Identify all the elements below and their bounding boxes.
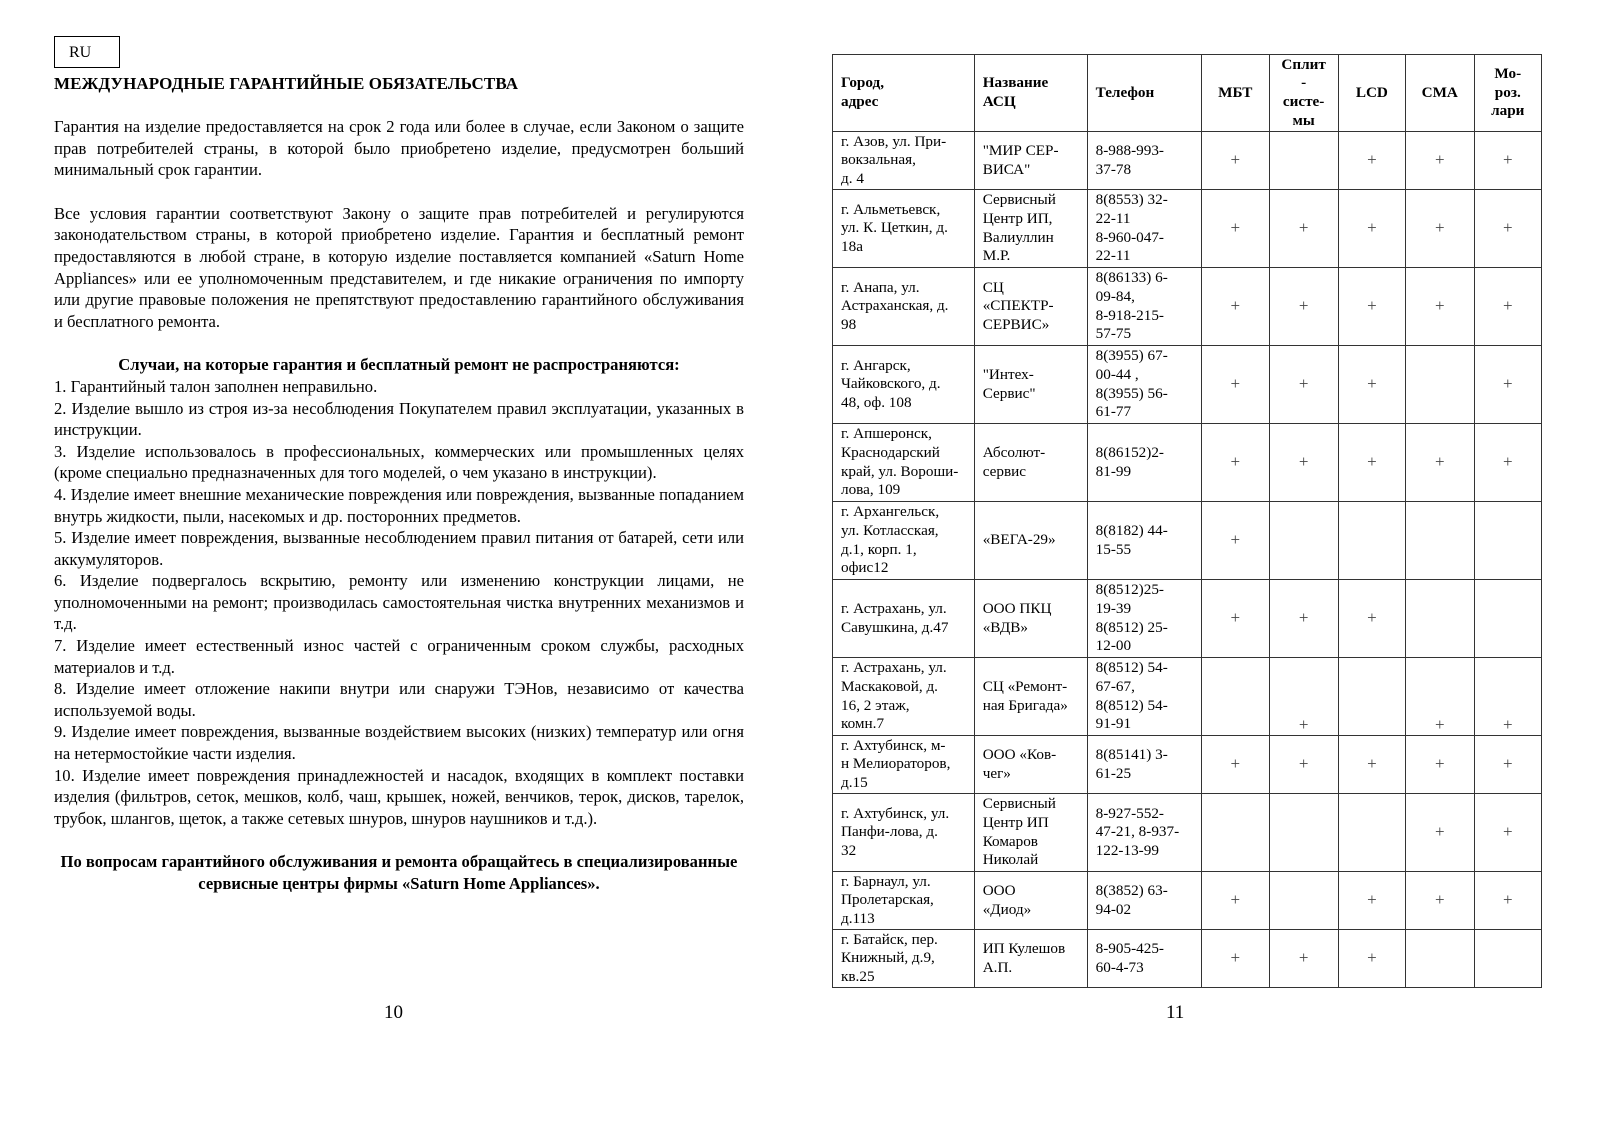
cell-freezer-mark	[1474, 132, 1541, 190]
cell-name	[974, 930, 1087, 988]
plus-mark: +	[1367, 754, 1377, 774]
cell-lcd-mark	[1338, 930, 1405, 988]
cell-freezer-mark	[1474, 930, 1541, 988]
cell-city	[833, 502, 975, 580]
exclusion-item: 7. Изделие имеет естественный износ частей с ограниченным сроком службы, расходных материалов и т.д.	[54, 636, 744, 677]
plus-mark: +	[1502, 890, 1513, 910]
plus-mark: +	[1367, 452, 1377, 472]
cell-sma-mark	[1406, 132, 1475, 190]
table-row	[833, 580, 1542, 658]
cell-phone	[1087, 346, 1201, 424]
cell-phone	[1087, 658, 1201, 736]
plus-mark: +	[1434, 296, 1445, 316]
cell-split-mark	[1269, 736, 1338, 794]
plus-mark: +	[1434, 754, 1445, 774]
cell-lcd-mark	[1338, 580, 1405, 658]
cell-freezer-mark	[1474, 268, 1541, 346]
exclusion-item: 3. Изделие использовалось в профессиональных, коммерческих или промышленных целях (кроме специально предназначенных для того моделей, о чем указано в инструкции).	[54, 441, 744, 483]
cell-city-text: г. Ахтубинск, м- н Мелиораторов, д.15	[841, 736, 951, 791]
cell-phone-text: 8(3852) 63- 94-02	[1095, 881, 1168, 918]
plus-mark: +	[1434, 890, 1445, 910]
cell-mbt-mark	[1202, 930, 1269, 988]
page-number-right: 11	[1166, 1002, 1185, 1023]
cell-mbt-mark	[1202, 346, 1269, 424]
header-split: Сплит - систе- мы	[1269, 55, 1338, 132]
cell-name-text: Абсолют- сервис	[982, 443, 1046, 480]
plus-mark: +	[1502, 822, 1513, 842]
cell-split-mark	[1269, 658, 1338, 736]
cell-city-text: г. Ахтубинск, ул. Панфи-лова, д. 32	[841, 804, 950, 859]
service-centers-table	[832, 54, 1542, 988]
exclusion-item: 4. Изделие имеет внешние механические повреждения или повреждения, вызванные попаданием внутрь жидкости, пыли, насекомых и др. посторонних предметов.	[54, 484, 744, 526]
plus-mark: +	[1367, 948, 1377, 968]
cell-mbt-mark	[1202, 190, 1269, 268]
cell-city-text: г. Альметьевск, ул. К. Цеткин, д. 18а	[841, 200, 948, 255]
header-freezer: Мо- роз. лари	[1474, 55, 1541, 132]
cell-city	[833, 794, 975, 872]
cell-name	[974, 736, 1087, 794]
table-row	[833, 190, 1542, 268]
plus-mark: +	[1502, 150, 1513, 170]
cell-phone	[1087, 268, 1201, 346]
cell-phone	[1087, 132, 1201, 190]
cell-phone-text: 8-927-552- 47-21, 8-937- 122-13-99	[1095, 804, 1180, 859]
plus-mark: +	[1502, 374, 1513, 394]
exclusions-list	[54, 376, 744, 829]
cell-sma-mark	[1406, 580, 1475, 658]
cell-name	[974, 346, 1087, 424]
exclusion-item: 10. Изделие имеет повреждения принадлежностей и насадок, входящих в комплект поставки изделия (фильтров, сеток, мешков, колб, чаш, крышек, ножей, венчиков, терок, дисков, тарелок, трубок, шлангов, щеток, а также сетевых шнуров, шнуров наушников и т.д.).	[54, 765, 744, 828]
table-row	[833, 930, 1542, 988]
cell-phone	[1087, 794, 1201, 872]
exclusion-item: 9. Изделие имеет повреждения, вызванные воздействием высоких (низких) температур или огня на нетермостойкие части изделия.	[54, 722, 744, 764]
plus-mark: +	[1502, 296, 1513, 316]
cell-phone	[1087, 872, 1201, 930]
cell-phone-text: 8-905-425- 60-4-73	[1095, 939, 1164, 976]
cell-city-text: г. Ангарск, Чайковского, д. 48, оф. 108	[841, 356, 941, 411]
cell-city	[833, 346, 975, 424]
cell-phone-text: 8(8512)25- 19-39 8(8512) 25- 12-00	[1095, 581, 1168, 655]
cell-mbt-mark	[1202, 872, 1269, 930]
plus-mark: +	[1298, 715, 1309, 735]
page-number-left: 10	[384, 1002, 403, 1023]
plus-mark: +	[1230, 452, 1241, 472]
cell-phone-text: 8(8553) 32- 22-11 8-960-047- 22-11	[1095, 191, 1168, 265]
plus-mark: +	[1434, 218, 1445, 238]
cell-split-mark	[1269, 268, 1338, 346]
cell-name	[974, 424, 1087, 502]
cell-lcd-mark	[1338, 424, 1405, 502]
cell-phone-text: 8-988-993- 37-78	[1095, 141, 1164, 178]
cell-sma-mark	[1406, 268, 1475, 346]
plus-mark: +	[1434, 822, 1445, 842]
cell-sma-mark	[1406, 190, 1475, 268]
cell-name	[974, 658, 1087, 736]
cell-name-text: «ВЕГА-29»	[982, 531, 1056, 549]
cell-city-text: г. Апшеронск, Краснодарский край, ул. Вороши- лова, 109	[841, 425, 959, 499]
plus-mark: +	[1502, 715, 1513, 735]
plus-mark: +	[1367, 608, 1377, 628]
cell-split-mark	[1269, 502, 1338, 580]
cell-mbt-mark	[1202, 794, 1269, 872]
cell-city-text: г. Азов, ул. При- вокзальная, д. 4	[841, 132, 947, 187]
cell-phone	[1087, 190, 1201, 268]
cell-city-text: г. Архангельск, ул. Котласская, д.1, корп. 1, офис12	[841, 503, 940, 577]
cell-mbt-mark	[1202, 580, 1269, 658]
cell-lcd-mark	[1338, 794, 1405, 872]
cell-split-mark	[1269, 794, 1338, 872]
cell-name	[974, 132, 1087, 190]
cell-freezer-mark	[1474, 190, 1541, 268]
plus-mark: +	[1230, 218, 1241, 238]
header-mbt: МБТ	[1202, 55, 1269, 132]
cell-name	[974, 794, 1087, 872]
left-page	[54, 36, 744, 895]
service-contact-note: По вопросам гарантийного обслуживания и ремонта обращайтесь в специализированные сервисные центры фирмы «Saturn Home Appliances».	[60, 852, 738, 893]
cell-lcd-mark	[1338, 872, 1405, 930]
cell-split-mark	[1269, 930, 1338, 988]
cell-name-text: ИП Кулешов А.П.	[982, 939, 1066, 976]
cell-name-text: ООО «Ков- чег»	[982, 745, 1057, 782]
cell-name	[974, 580, 1087, 658]
cell-name-text: СЦ «СПЕКТР- СЕРВИС»	[982, 278, 1054, 333]
plus-mark: +	[1230, 150, 1241, 170]
cell-freezer-mark	[1474, 658, 1541, 736]
cell-freezer-mark	[1474, 580, 1541, 658]
cell-name-text: "МИР СЕР- ВИСА"	[982, 141, 1059, 178]
cell-lcd-mark	[1338, 190, 1405, 268]
cell-city	[833, 580, 975, 658]
plus-mark: +	[1502, 754, 1513, 774]
table-row	[833, 424, 1542, 502]
plus-mark: +	[1434, 452, 1445, 472]
cell-freezer-mark	[1474, 736, 1541, 794]
cell-phone-text: 8(8512) 54- 67-67, 8(8512) 54- 91-91	[1095, 659, 1168, 733]
cell-mbt-mark	[1202, 736, 1269, 794]
plus-mark: +	[1434, 150, 1445, 170]
cell-phone-text: 8(85141) 3- 61-25	[1095, 745, 1168, 782]
cell-city-text: г. Астрахань, ул. Савушкина, д.47	[841, 599, 949, 636]
cell-city-text: г. Батайск, пер. Книжный, д.9, кв.25	[841, 930, 938, 985]
cell-sma-mark	[1406, 872, 1475, 930]
cell-city	[833, 268, 975, 346]
exclusion-item: 6. Изделие подвергалось вскрытию, ремонту или изменению конструкции лицами, не уполномоченными на ремонт; производилась самостоятельная чистка внутренних механизмов и т.д.	[54, 571, 744, 634]
cell-city	[833, 132, 975, 190]
plus-mark: +	[1298, 374, 1309, 394]
cell-name-text: Сервисный Центр ИП, Валиуллин М.Р.	[982, 191, 1056, 265]
cell-name	[974, 190, 1087, 268]
cell-split-mark	[1269, 872, 1338, 930]
header-name: Название АСЦ	[974, 55, 1087, 132]
plus-mark: +	[1230, 608, 1241, 628]
exclusion-item: 8. Изделие имеет отложение накипи внутри или снаружи ТЭНов, независимо от качества используемой воды.	[54, 679, 744, 720]
cell-phone	[1087, 736, 1201, 794]
cell-name	[974, 268, 1087, 346]
plus-mark: +	[1298, 754, 1309, 774]
plus-mark: +	[1367, 296, 1377, 316]
cell-name-text: "Интех- Сервис"	[982, 365, 1036, 402]
exclusion-item: 2. Изделие вышло из строя из-за несоблюдения Покупателем правил эксплуатации, указанных в инструкции.	[54, 398, 744, 440]
table-header-row	[833, 55, 1542, 132]
cell-city-text: г. Астрахань, ул. Маскаковой, д. 16, 2 этаж, комн.7	[841, 659, 947, 733]
plus-mark: +	[1367, 374, 1377, 394]
cell-city-text: г. Барнаул, ул. Пролетарская, д.113	[841, 872, 934, 927]
cell-lcd-mark	[1338, 268, 1405, 346]
cell-phone	[1087, 580, 1201, 658]
plus-mark: +	[1298, 608, 1309, 628]
plus-mark: +	[1230, 374, 1241, 394]
header-phone: Телефон	[1087, 55, 1201, 132]
cell-mbt-mark	[1202, 268, 1269, 346]
cell-split-mark	[1269, 580, 1338, 658]
cell-phone-text: 8(8182) 44- 15-55	[1095, 521, 1168, 558]
exclusion-item: 1. Гарантийный талон заполнен неправильно.	[54, 376, 378, 396]
cell-freezer-mark	[1474, 502, 1541, 580]
plus-mark: +	[1230, 890, 1241, 910]
cell-name-text: СЦ «Ремонт- ная Бригада»	[982, 677, 1068, 714]
cell-phone	[1087, 930, 1201, 988]
cell-mbt-mark	[1202, 424, 1269, 502]
cell-phone	[1087, 424, 1201, 502]
plus-mark: +	[1298, 218, 1309, 238]
cell-city	[833, 930, 975, 988]
cell-sma-mark	[1406, 658, 1475, 736]
cell-city	[833, 424, 975, 502]
cell-phone-text: 8(86133) 6- 09-84, 8-918-215- 57-75	[1095, 269, 1168, 343]
cell-split-mark	[1269, 424, 1338, 502]
language-badge: RU	[54, 36, 120, 68]
table-row	[833, 736, 1542, 794]
cell-mbt-mark	[1202, 502, 1269, 580]
warranty-conditions-paragraph: Все условия гарантии соответствуют Закону о защите прав потребителей и регулируются законодательством страны, в которой приобретено изделие. Гарантия и бесплатный ремонт предоставляются в любой стране, в которую изделие поставляется компанией «Saturn Home Appliances» или ее уполномоченным представителем, и где никакие ограничения по импорту или другие правовые положения не препятствуют предоставлению гарантийного обслуживания и бесплатного ремонта.	[54, 203, 744, 331]
table-row	[833, 268, 1542, 346]
plus-mark: +	[1298, 296, 1309, 316]
table-row	[833, 346, 1542, 424]
cell-sma-mark	[1406, 502, 1475, 580]
cell-freezer-mark	[1474, 872, 1541, 930]
cell-freezer-mark	[1474, 794, 1541, 872]
plus-mark: +	[1230, 530, 1241, 550]
page-title: МЕЖДУНАРОДНЫЕ ГАРАНТИЙНЫЕ ОБЯЗАТЕЛЬСТВА	[54, 74, 519, 93]
cell-lcd-mark	[1338, 346, 1405, 424]
table-row	[833, 132, 1542, 190]
cell-sma-mark	[1406, 346, 1475, 424]
plus-mark: +	[1502, 452, 1513, 472]
cell-lcd-mark	[1338, 132, 1405, 190]
cell-phone	[1087, 502, 1201, 580]
cell-city-text: г. Анапа, ул. Астраханская, д. 98	[841, 278, 949, 333]
cell-split-mark	[1269, 132, 1338, 190]
exclusion-item: 5. Изделие имеет повреждения, вызванные несоблюдением правил питания от батарей, сети или аккумуляторов.	[54, 528, 744, 569]
cell-lcd-mark	[1338, 502, 1405, 580]
cell-name-text: ООО ПКЦ «ВДВ»	[982, 599, 1052, 636]
header-city: Город, адрес	[833, 55, 975, 132]
cell-name	[974, 502, 1087, 580]
cell-freezer-mark	[1474, 346, 1541, 424]
cell-name	[974, 872, 1087, 930]
cell-sma-mark	[1406, 736, 1475, 794]
cell-split-mark	[1269, 190, 1338, 268]
cell-sma-mark	[1406, 794, 1475, 872]
exclusions-heading: Случаи, на которые гарантия и бесплатный ремонт не распространяются:	[118, 355, 680, 375]
table-row	[833, 658, 1542, 736]
table-row	[833, 502, 1542, 580]
plus-mark: +	[1298, 452, 1309, 472]
cell-phone-text: 8(3955) 67- 00-44 , 8(3955) 56- 61-77	[1095, 347, 1168, 421]
header-sma: СМА	[1406, 55, 1475, 132]
plus-mark: +	[1367, 890, 1377, 910]
plus-mark: +	[1230, 296, 1241, 316]
cell-city	[833, 872, 975, 930]
warranty-term-paragraph: Гарантия на изделие предоставляется на срок 2 года или более в случае, если Законом о защите прав потребителей страны, в которой было приобретено изделие, предусмотрен больший минимальный срок гарантии.	[54, 117, 744, 180]
cell-city	[833, 190, 975, 268]
plus-mark: +	[1367, 218, 1377, 238]
cell-phone-text: 8(86152)2- 81-99	[1095, 443, 1164, 480]
cell-freezer-mark	[1474, 424, 1541, 502]
cell-sma-mark	[1406, 930, 1475, 988]
cell-lcd-mark	[1338, 736, 1405, 794]
table-row	[833, 794, 1542, 872]
cell-mbt-mark	[1202, 658, 1269, 736]
plus-mark: +	[1502, 218, 1513, 238]
cell-name-text: Сервисный Центр ИП Комаров Николай	[982, 795, 1056, 869]
plus-mark: +	[1230, 754, 1241, 774]
plus-mark: +	[1230, 948, 1241, 968]
cell-city	[833, 658, 975, 736]
plus-mark: +	[1298, 948, 1309, 968]
cell-mbt-mark	[1202, 132, 1269, 190]
table-row	[833, 872, 1542, 930]
plus-mark: +	[1434, 715, 1445, 735]
cell-sma-mark	[1406, 424, 1475, 502]
cell-name-text: ООО «Диод»	[982, 881, 1032, 918]
cell-lcd-mark	[1338, 658, 1405, 736]
cell-city	[833, 736, 975, 794]
cell-split-mark	[1269, 346, 1338, 424]
plus-mark: +	[1367, 150, 1377, 170]
header-lcd: LCD	[1338, 55, 1405, 132]
